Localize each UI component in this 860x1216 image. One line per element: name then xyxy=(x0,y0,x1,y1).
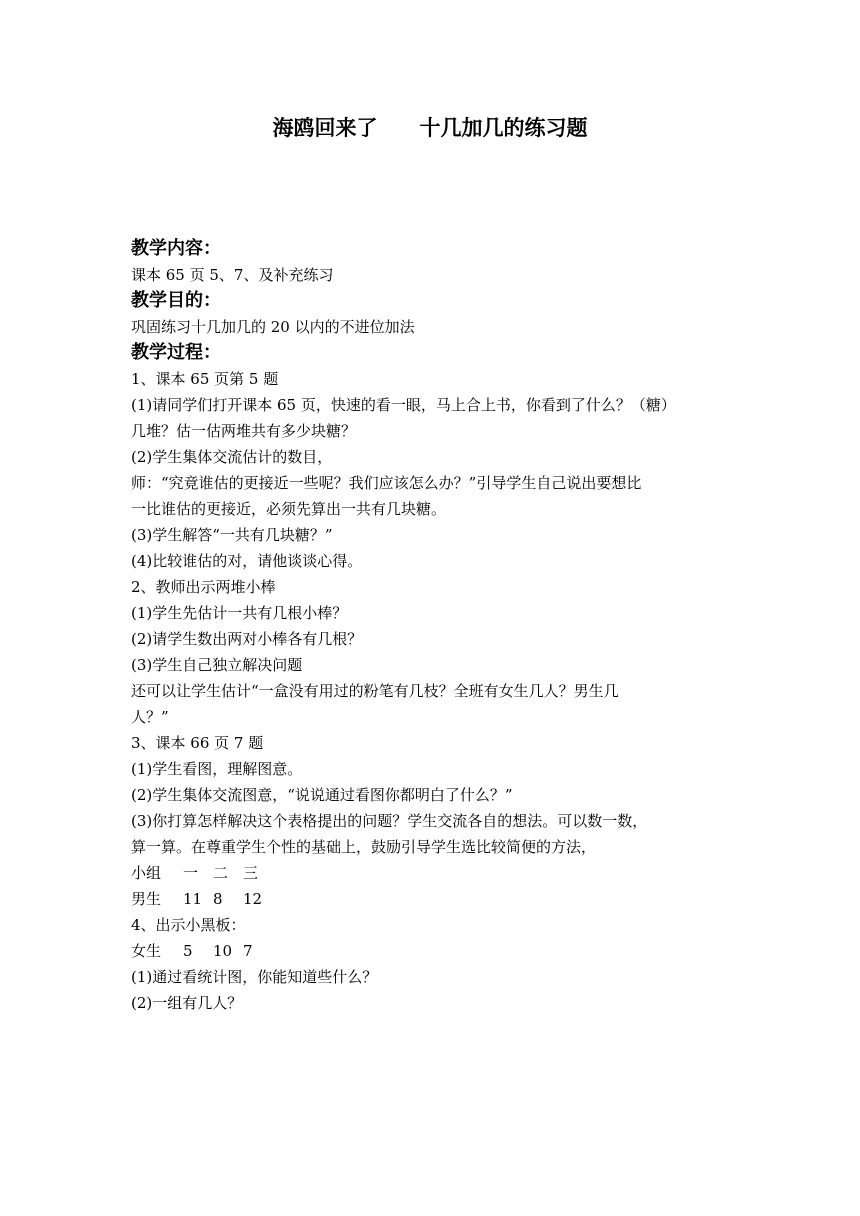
teaching-content-text: 课本 65 页 5、7、及补充练习 xyxy=(131,266,334,284)
teaching-goal-text: 巩固练习十几加几的 20 以内的不进位加法 xyxy=(131,318,415,336)
process-item-2: 2、教师出示两堆小棒 xyxy=(131,578,276,596)
page-title xyxy=(0,112,860,142)
process-item-3-step-3-line-2: 算一算。在尊重学生个性的基础上，鼓励引导学生选比较简便的方法， xyxy=(131,838,597,856)
title-left: 海鸥回来了 xyxy=(272,116,378,140)
table-cell: 5 xyxy=(183,942,193,960)
table-row-boys xyxy=(131,886,731,912)
teaching-goal-heading: 教学目的： xyxy=(131,290,221,311)
process-item-4-step-2: (2)一组有几人？ xyxy=(131,994,243,1012)
process-item-1-step-1-line-2: 几堆？估一估两堆共有多少块糖？ xyxy=(131,422,357,440)
table-cell: 男生 xyxy=(131,890,162,908)
teaching-content-heading: 教学内容： xyxy=(131,238,221,259)
teaching-process-heading: 教学过程： xyxy=(131,342,221,363)
process-item-1-teacher-line-1: 师：“究竟谁估的更接近一些呢？我们应该怎么办？”引导学生自己说出要想比 xyxy=(131,474,642,492)
process-item-1-teacher-line-2: 一比谁估的更接近，必须先算出一共有几块糖。 xyxy=(131,500,447,518)
process-item-2-extra-line-1: 还可以让学生估计“一盒没有用过的粉笔有几枝？全班有女生几人？男生几 xyxy=(131,682,619,700)
process-item-1-step-3: (3)学生解答“一共有几块糖？” xyxy=(131,526,333,544)
process-item-1-step-4: (4)比较谁估的对，请他谈谈心得。 xyxy=(131,552,363,570)
table-header-cell: 二 xyxy=(213,864,229,882)
title-right: 十几加几的练习题 xyxy=(419,116,588,140)
process-item-3: 3、课本 66 页 7 题 xyxy=(131,734,264,752)
table-header-row xyxy=(131,860,731,886)
process-item-4-step-1: (1)通过看统计图，你能知道些什么？ xyxy=(131,968,378,986)
process-item-4: 4、出示小黑板： xyxy=(131,916,246,934)
table-cell: 女生 xyxy=(131,942,162,960)
table-row-girls xyxy=(131,938,731,964)
table-cell: 12 xyxy=(243,890,263,908)
process-item-1-step-1-line-1: (1)请同学们打开课本 65 页，快速的看一眼，马上合上书，你看到了什么？（糖） xyxy=(131,396,676,414)
process-item-2-step-1: (1)学生先估计一共有几根小棒？ xyxy=(131,604,348,622)
process-item-2-step-3: (3)学生自己独立解决问题 xyxy=(131,656,303,674)
process-item-2-step-2: (2)请学生数出两对小棒各有几根？ xyxy=(131,630,363,648)
process-item-3-step-2: (2)学生集体交流图意，“说说通过看图你都明白了什么？” xyxy=(131,786,513,804)
table-header-cell: 三 xyxy=(243,864,259,882)
process-item-3-step-3-line-1: (3)你打算怎样解决这个表格提出的问题？学生交流各自的想法。可以数一数， xyxy=(131,812,648,830)
process-item-1: 1、课本 65 页第 5 题 xyxy=(131,370,279,388)
table-cell: 10 xyxy=(213,942,233,960)
process-item-1-step-2: (2)学生集体交流估计的数目， xyxy=(131,448,333,466)
table-cell: 11 xyxy=(183,890,203,908)
process-item-3-step-1: (1)学生看图，理解图意。 xyxy=(131,760,303,778)
process-item-2-extra-line-2: 人？” xyxy=(131,708,169,726)
document-body xyxy=(131,236,731,1016)
table-header-cell: 一 xyxy=(183,864,199,882)
table-header-cell: 小组 xyxy=(131,864,162,882)
table-cell: 8 xyxy=(213,890,223,908)
table-cell: 7 xyxy=(243,942,253,960)
